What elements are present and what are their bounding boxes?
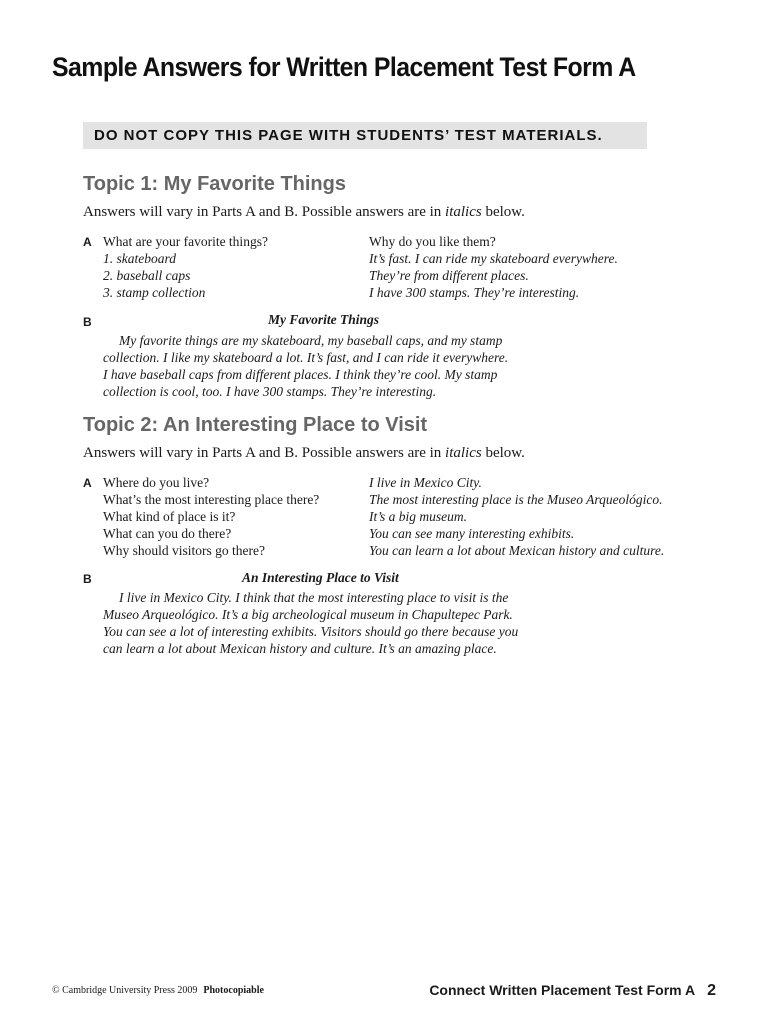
topic1-answer-item: 1. skateboard [103,251,176,266]
copyright-text: © Cambridge University Press 2009 [52,985,198,996]
topic2-answer: It’s a big museum. [369,509,468,524]
topic2-answer: I live in Mexico City. [369,475,482,490]
topic2-part-a-label: A [83,476,92,490]
page-title: Sample Answers for Written Placement Test Form A [52,52,636,82]
topic2-intro-after: below. [481,445,525,461]
topic2-intro-before: Answers will vary in Parts A and B. Possible answers are in [83,445,446,461]
topic2-question: Why should visitors go there? [103,543,265,558]
footer-test-name: Connect Written Placement Test Form A [429,982,696,998]
topic1-essay-title: My Favorite Things [268,312,380,327]
topic2-answer: You can learn a lot about Mexican history and culture. [369,543,665,558]
topic2-question: Where do you live? [103,475,210,490]
topic2-intro-italic: italics [445,445,482,461]
photocopiable-label: Photocopiable [203,985,264,996]
topic2-answer: The most interesting place is the Museo Arqueológico. [369,492,663,507]
topic1-answer-item: 3. stamp collection [103,285,206,300]
footer-test-name-area [429,982,716,1000]
topic2-essay-title: An Interesting Place to Visit [242,570,399,585]
topic1-intro-before: Answers will vary in Parts A and B. Possible answers are in [83,204,446,220]
topic1-essay-line: I have baseball caps from different places. I think they’re cool. My stamp [103,367,498,382]
topic2-essay-line: can learn a lot about Mexican history and culture. It’s an amazing place. [103,641,497,656]
topic2-intro [83,445,525,462]
topic1-intro-after: below. [481,204,525,220]
topic2-essay-line: Museo Arqueológico. It’s a big archeological museum in Chapultepec Park. [103,607,513,622]
topic1-part-b-label: B [83,315,92,329]
topic1-answer-item: 2. baseball caps [103,268,191,283]
topic1-reason: It’s fast. I can ride my skateboard everywhere. [369,251,618,266]
topic2-part-b-label: B [83,572,92,586]
topic1-why-heading: Why do you like them? [369,234,496,249]
topic2-heading: Topic 2: An Interesting Place to Visit [83,414,428,436]
topic2-essay-line: I live in Mexico City. I think that the most interesting place to visit is the [119,590,509,605]
topic1-reason: They’re from different places. [369,268,529,283]
topic2-question: What’s the most interesting place there? [103,492,320,507]
topic1-question-heading: What are your favorite things? [103,234,268,249]
footer-copyright-area [52,985,264,996]
topic1-intro-italic: italics [445,204,482,220]
topic1-part-a-label: A [83,235,92,249]
topic2-essay-line: You can see a lot of interesting exhibits. Visitors should go there because you [103,624,519,639]
topic1-heading: Topic 1: My Favorite Things [83,173,346,195]
page-number: 2 [707,982,716,999]
topic1-essay-line: collection is cool, too. I have 300 stamps. They’re interesting. [103,384,437,399]
topic1-intro [83,204,525,221]
topic1-reason: I have 300 stamps. They’re interesting. [369,285,580,300]
notice-banner [83,122,647,149]
notice-text: DO NOT COPY THIS PAGE WITH STUDENTS’ TEST MATERIALS. [94,127,603,144]
topic2-question: What can you do there? [103,526,232,541]
topic2-question: What kind of place is it? [103,509,236,524]
topic2-answer: You can see many interesting exhibits. [369,526,575,541]
topic1-essay-line: collection. I like my skateboard a lot. It’s fast, and I can ride it everywhere. [103,350,509,365]
topic1-essay-line: My favorite things are my skateboard, my baseball caps, and my stamp [119,333,503,348]
